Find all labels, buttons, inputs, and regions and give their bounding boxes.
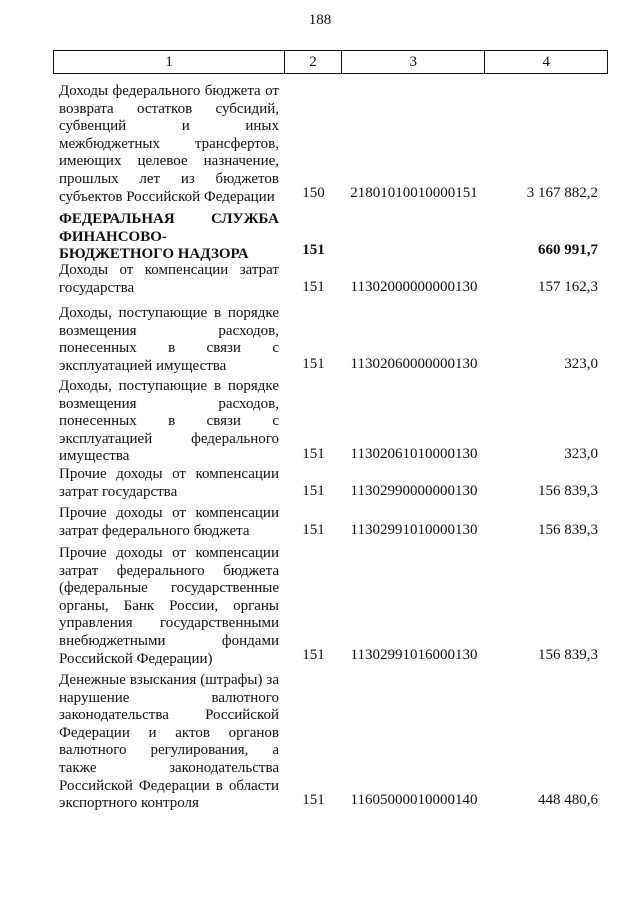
row-kbk: 11302990000000130	[350, 483, 478, 499]
table-row	[53, 545, 608, 667]
row-amount: 323,0	[564, 356, 598, 372]
row-kbk: 11302060000000130	[350, 356, 478, 372]
table-row	[53, 211, 608, 267]
row-description: Доходы, поступающие в порядке возмещения расходов, понесенных в связи с эксплуатацией федерального имущества	[59, 378, 279, 465]
row-description: Денежные взыскания (штрафы) за нарушение валютного законодательства Российской Федерации и актов органов валютного регулирования, а также законодательства Российской Федерации в области экспортного контроля	[59, 672, 279, 812]
row-description: Доходы от компенсации затрат государства	[59, 262, 279, 296]
table-row	[53, 262, 608, 298]
row-kbk: 11302061010000130	[350, 446, 478, 462]
row-code: 151	[302, 647, 325, 663]
row-description: Прочие доходы от компенсации затрат государства	[59, 466, 279, 500]
table-row	[53, 672, 608, 812]
row-code: 151	[302, 279, 325, 295]
row-kbk: 11605000010000140	[350, 792, 478, 808]
table-row	[53, 378, 608, 465]
row-kbk: 21801010010000151	[350, 185, 478, 201]
row-amount: 323,0	[564, 446, 598, 462]
row-description: Прочие доходы от компенсации затрат федерального бюджета	[59, 505, 279, 539]
row-code: 151	[302, 356, 325, 372]
row-description: Доходы федерального бюджета от возврата остатков субсидий, субвенций и иных межбюджетных трансфертов, имеющих целевое назначение, прошлых лет из бюджетов субъектов Российской Федерации	[59, 83, 279, 205]
row-code: 151	[302, 446, 325, 462]
header-col-3: 3	[342, 51, 485, 73]
row-kbk: 11302000000000130	[350, 279, 478, 295]
row-code: 151	[302, 522, 325, 538]
header-col-4: 4	[542, 54, 550, 70]
row-code: 151	[302, 483, 325, 499]
row-kbk: 11302991016000130	[350, 647, 478, 663]
table-header	[53, 50, 608, 74]
page-number: 188	[308, 12, 332, 28]
table-row	[53, 305, 608, 375]
row-amount: 157 162,3	[538, 279, 598, 295]
row-amount: 156 839,3	[538, 522, 598, 538]
header-col-1: 1	[54, 51, 285, 73]
row-description: Прочие доходы от компенсации затрат федерального бюджета (федеральные государственные органы, Банк России, органы управления государственными внебюджетными фондами Российской Федерации)	[59, 545, 279, 667]
row-code: 150	[302, 185, 325, 201]
row-description: ФЕДЕРАЛЬНАЯ СЛУЖБА ФИНАНСОВО-БЮДЖЕТНОГО НАДЗОРА	[59, 211, 279, 263]
row-amount: 448 480,6	[538, 792, 598, 808]
row-code: 151	[302, 242, 325, 258]
row-code: 151	[302, 792, 325, 808]
header-col-2: 2	[285, 51, 342, 73]
row-amount: 156 839,3	[538, 647, 598, 663]
row-kbk: 11302991010000130	[350, 522, 478, 538]
row-amount: 156 839,3	[538, 483, 598, 499]
row-amount: 660 991,7	[538, 242, 598, 258]
table-row	[53, 505, 608, 541]
table-row	[53, 83, 608, 205]
row-description: Доходы, поступающие в порядке возмещения расходов, понесенных в связи с эксплуатацией имущества	[59, 305, 279, 374]
table-row	[53, 466, 608, 502]
row-amount: 3 167 882,2	[526, 185, 598, 201]
